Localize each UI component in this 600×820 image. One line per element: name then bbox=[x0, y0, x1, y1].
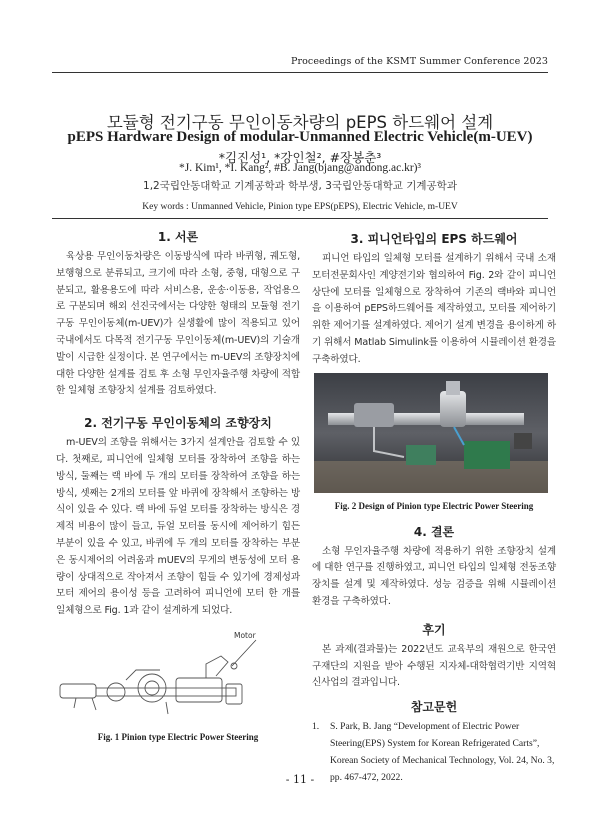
section-4-heading: 4. 결론 bbox=[413, 524, 455, 539]
conference-header: Proceedings of the KSMT Summer Conference 2023 bbox=[290, 56, 548, 67]
section-3-body: 피니언 타입의 일체형 모터를 설계하기 위해서 국내 소재 모터전문회사인 계양전기와 협의하여 Fig. 2와 같이 피니언 상단에 모터를 일체형으로 장착하여 기존의 랙바와 피니언을 이용하여 pEPS하드웨어를 제작하였고, 모터를 제어하기 위한 제어기를 설계하였다. 제어기 설계 변경을 용이하게 하기 위해서 Matlab Simulink를 이용하여 시뮬레이션 환경을 구축하였다. bbox=[312, 253, 556, 365]
section-4-body: 소형 무인자율주행 차량에 적용하기 위한 조향장치 설계에 대한 연구를 진행하였고, 피니언 타입의 일체형 전동조향장치를 설계 및 제작하였다. 성능 검증을 위해 시뮬레이션 환경을 구축하였다. bbox=[312, 545, 556, 607]
reference-text: S. Park, B. Jang “Development of Electric Power Steering(EPS) System for Korean Refrigerated Carts”, Korean Society of Mechanical Technology, Vol. 24, No. 3, pp. 467-472, 2022. bbox=[330, 721, 555, 783]
reference-number: 1. bbox=[312, 721, 320, 733]
acknowledgement-heading: 후기 bbox=[422, 622, 446, 637]
figure-2 bbox=[314, 373, 548, 493]
header-rule bbox=[52, 72, 548, 73]
figure-1-caption: Fig. 1 Pinion type Electric Power Steering bbox=[97, 731, 259, 742]
references-heading: 참고문헌 bbox=[410, 700, 458, 715]
authors-english: *J. Kim¹, *I. Kang², #B. Jang(bjang@andong.ac.kr)³ bbox=[179, 162, 421, 174]
keywords-rule bbox=[52, 218, 548, 219]
right-column bbox=[312, 224, 556, 786]
section-2-heading: 2. 전기구동 무인이동체의 조향장치 bbox=[84, 416, 272, 431]
page-number: - 11 - bbox=[285, 773, 315, 786]
figure-2-photo bbox=[314, 373, 548, 493]
acknowledgement-body: 본 과제(결과물)는 2022년도 교육부의 재원으로 한국연구재단의 지원을 받아 수행된 지자체-대학협력기반 지역혁신사업의 결과입니다. bbox=[312, 643, 556, 689]
figure-1-drawing bbox=[56, 626, 300, 726]
left-column bbox=[56, 224, 300, 742]
section-3-heading: 3. 피니언타입의 EPS 하드웨어 bbox=[350, 232, 518, 246]
figure-1-motor-label: Motor bbox=[234, 630, 256, 640]
section-1-body: 육상용 무인이동차량은 이동방식에 따라 바퀴형, 궤도형, 보행형으로 분류되고, 크기에 따라 소형, 중형, 대형으로 구분되고, 활용용도에 따라 서비스용, 운송·이동용, 작업용으로 구분되며 해외 선진국에서는 다양한 형태의 모듈형 전기구동 무인이동체(m-UEV)가 실생활에 많이 적용되고 있어 국내에서도 다목적 전기구동 무인이동체(m-UEV)의 기술개발이 시급한 실정이다. 본 연구에서는 m-UEV의 조향장치에 대한 다양한 설계를 검토 후 소형 무인자율주행 차량에 적합한 일체형 조향장치 설계를 검토하였다. bbox=[56, 251, 300, 397]
section-1-heading: 1. 서론 bbox=[157, 230, 199, 244]
title-english: pEPS Hardware Design of modular-Unmanned Electric Vehicle(m-UEV) bbox=[67, 129, 533, 145]
affiliation: 1,2국립안동대학교 기계공학과 학부생, 3국립안동대학교 기계공학과 bbox=[143, 180, 457, 192]
keywords: Key words : Unmanned Vehicle, Pinion type EPS(pEPS), Electric Vehicle, m-UEV bbox=[142, 202, 458, 212]
section-2-body: m-UEV의 조향을 위해서는 3가지 설계안을 검토할 수 있다. 첫째로, 피니언에 일체형 모터를 장착하여 조향을 하는 방식, 둘째는 랙 바에 두 개의 모터를 장착하여 조향을 하는 방식, 셋째는 2개의 모터를 앞 바퀴에 장착해서 조향하는 방식이 있을 수 있다. 랙 바에 듀얼 모터를 장착하는 방식은 경제적 비용이 많이 들고, 듀얼 모터를 동시에 제어하기 힘든 부분이 있을 수 있고, 바퀴에 두 개의 모터를 장착하는 부분은 동시제어의 어려움과 mUEV의 무게의 변동성에 모터 용량이 상대적으로 작아져서 조향이 힘들 수 있기에 경제성과 모터 제어의 용이성 등을 고려하여 피니언에 모터 한 개를 일체형으로 Fig. 1과 같이 설계하게 되었다. bbox=[56, 437, 300, 617]
figure-1 bbox=[56, 626, 300, 726]
figure-2-caption: Fig. 2 Design of Pinion type Electric Power Steering bbox=[334, 500, 534, 511]
authors-korean: *김진성¹, *강인철², #장봉춘³ bbox=[218, 150, 382, 165]
title-korean: 모듈형 전기구동 무인이동차량의 pEPS 하드웨어 설계 bbox=[106, 113, 494, 132]
